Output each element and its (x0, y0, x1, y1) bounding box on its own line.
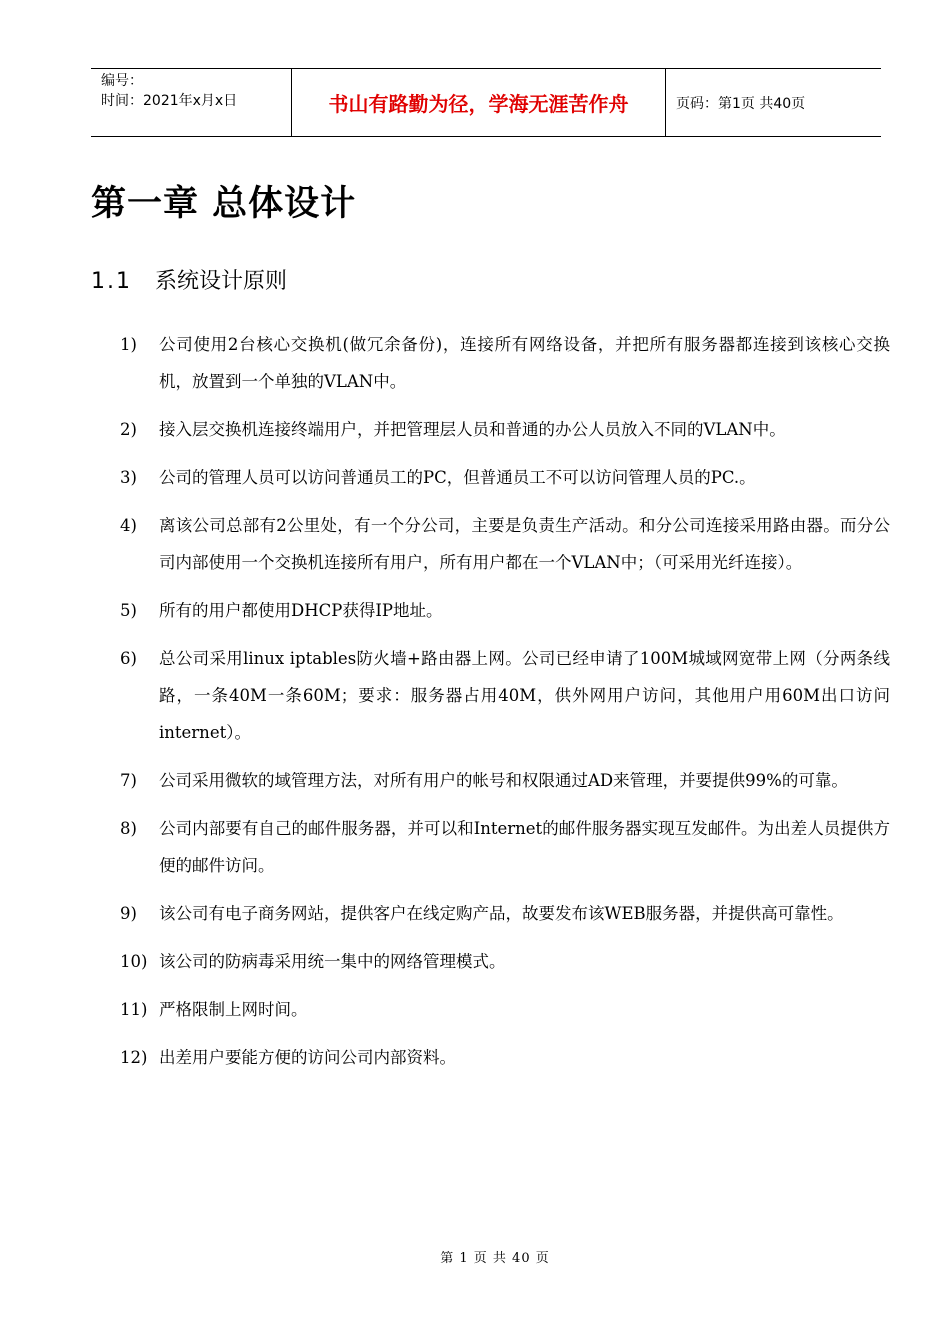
header-meta (91, 69, 292, 136)
list-item-number: 1) (120, 335, 137, 354)
list-item (120, 507, 890, 581)
principles-list (120, 326, 890, 1087)
list-item (120, 762, 890, 799)
list-item-text: 离该公司总部有2公里处，有一个分公司，主要是负责生产活动。和分公司连接采用路由器。而分公司内部使用一个交换机连接所有用户，所有用户都在一个VLAN中；（可采用光纤连接）。 (159, 516, 890, 572)
list-item-number: 12) (120, 1048, 148, 1067)
section-heading (91, 264, 287, 295)
list-item-text: 该公司有电子商务网站，提供客户在线定购产品，故要发布该WEB服务器，并提供高可靠性。 (159, 904, 844, 923)
document-header (91, 68, 881, 137)
list-item (120, 1039, 890, 1076)
list-item-number: 6) (120, 649, 137, 668)
list-item-text: 出差用户要能方便的访问公司内部资料。 (159, 1048, 456, 1067)
list-item-text: 公司使用2台核心交换机(做冗余备份)，连接所有网络设备，并把所有服务器都连接到该核心交换机，放置到一个单独的VLAN中。 (159, 335, 890, 391)
list-item-text: 接入层交换机连接终端用户，并把管理层人员和普通的办公人员放入不同的VLAN中。 (159, 420, 786, 439)
list-item (120, 640, 890, 751)
section-number: 1.1 (91, 269, 132, 294)
document-time: 时间：2021年x月x日 (101, 93, 238, 109)
chapter-title: 第一章 总体设计 (91, 184, 357, 224)
list-item-number: 9) (120, 904, 137, 923)
list-item-number: 5) (120, 601, 137, 620)
list-item-number: 4) (120, 516, 137, 535)
list-item-number: 7) (120, 771, 137, 790)
list-item-number: 11) (120, 1000, 148, 1019)
page-footer: 第 1 页 共 40 页 (440, 1251, 550, 1266)
list-item-number: 10) (120, 952, 148, 971)
document-number-label: 编号： (101, 73, 143, 89)
list-item-number: 2) (120, 420, 137, 439)
section-title: 系统设计原则 (155, 269, 288, 294)
list-item-text: 严格限制上网时间。 (159, 1000, 308, 1019)
list-item (120, 991, 890, 1028)
list-item (120, 810, 890, 884)
list-item (120, 592, 890, 629)
list-item (120, 326, 890, 400)
list-item (120, 943, 890, 980)
list-item-number: 3) (120, 468, 137, 487)
list-item-text: 公司采用微软的域管理方法，对所有用户的帐号和权限通过AD来管理，并要提供99%的可靠。 (159, 771, 848, 790)
list-item-text: 总公司采用linux iptables防火墙+路由器上网。公司已经申请了100M城域网宽带上网（分两条线路，一条40M一条60M；要求：服务器占用40M，供外网用户访问，其他用户用60M出口访问internet）。 (159, 649, 890, 742)
list-item (120, 411, 890, 448)
list-item-text: 所有的用户都使用DHCP获得IP地址。 (159, 601, 443, 620)
header-page-number: 页码：第1页 共40页 (676, 95, 806, 112)
list-item (120, 459, 890, 496)
list-item-text: 该公司的防病毒采用统一集中的网络管理模式。 (159, 952, 506, 971)
header-motto: 书山有路勤为径，学海无涯苦作舟 (292, 69, 666, 136)
list-item-number: 8) (120, 819, 137, 838)
list-item (120, 895, 890, 932)
list-item-text: 公司的管理人员可以访问普通员工的PC，但普通员工不可以访问管理人员的PC.。 (159, 468, 756, 487)
list-item-text: 公司内部要有自己的邮件服务器，并可以和Internet的邮件服务器实现互发邮件。为出差人员提供方便的邮件访问。 (159, 819, 890, 875)
